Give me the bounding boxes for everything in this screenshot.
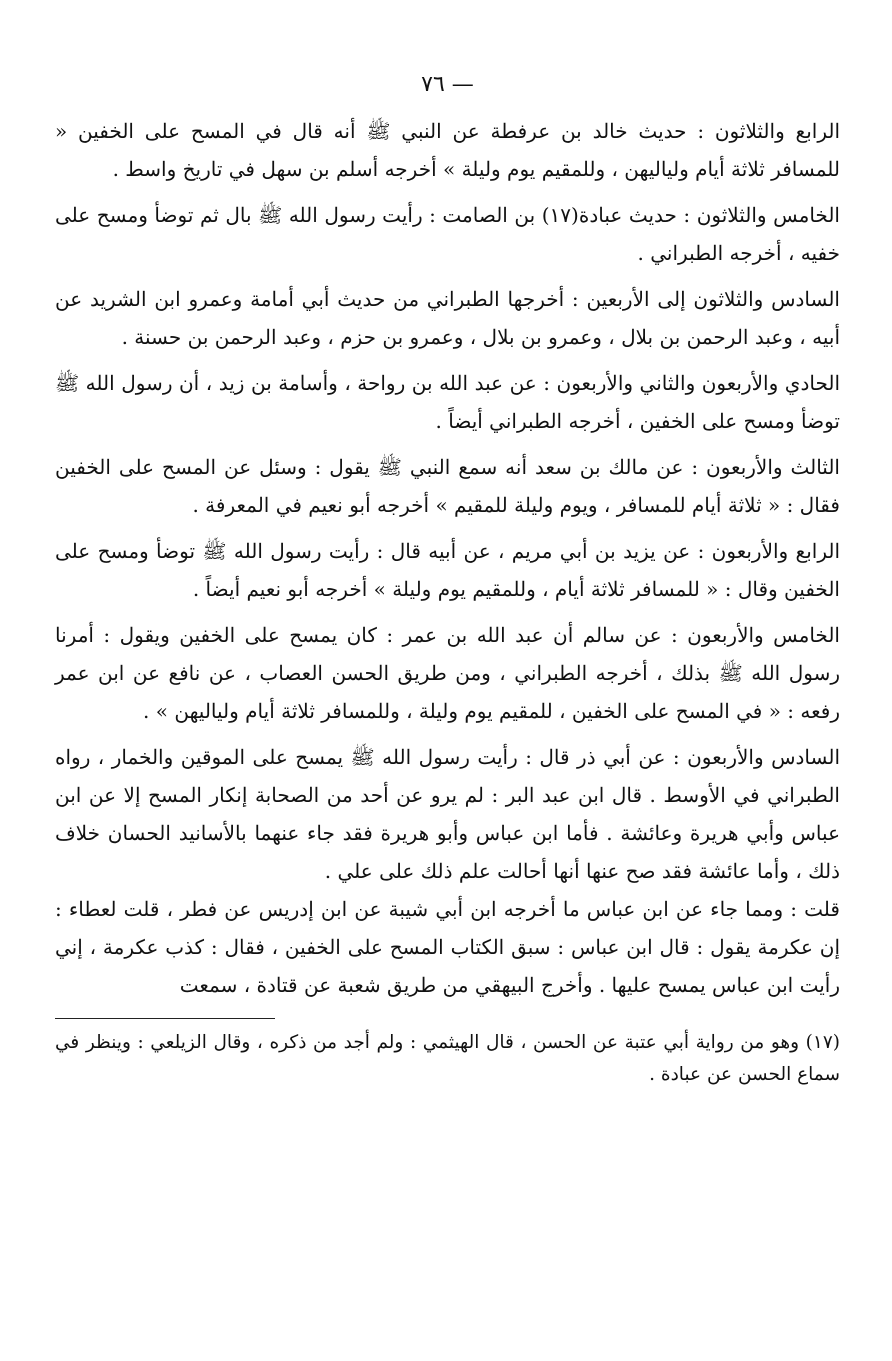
paragraph-46: السادس والأربعون : عن أبي ذر قال : رأيت رسول الله ﷺ يمسح على الموقين والخمار ، رواه الطبراني في الأوسط . قال ابن عبد البر : لم يرو عن أحد من الصحابة إنكار المسح إلا عن ابن عباس وأبي هريرة وعائشة . فأما ابن عباس وأبو هريرة فقد جاء عنهما بالأسانيد الحسان خلاف ذلك ، وأما عائشة فقد صح عنها أنها أحالت علم ذلك على علي . <box>55 745 840 883</box>
paragraph-44: الرابع والأربعون : عن يزيد بن أبي مريم ، عن أبيه قال : رأيت رسول الله ﷺ توضأ ومسح على الخفين وقال : « للمسافر ثلاثة أيام ، وللمقيم يوم وليلة » أخرجه أبو نعيم أيضاً . <box>55 539 840 601</box>
paragraph-comment: قلت : ومما جاء عن ابن عباس ما أخرجه ابن أبي شيبة عن ابن إدريس عن فطر ، قلت لعطاء : إن عكرمة يقول : قال ابن عباس : سبق الكتاب المسح على الخفين ، فقال : كذب عكرمة ، إني رأيت ابن عباس يمسح عليها . وأخرج البيهقي من طريق شعبة عن قتادة ، سمعت <box>55 897 840 997</box>
paragraph-45: الخامس والأربعون : عن سالم أن عبد الله بن عمر : كان يمسح على الخفين ويقول : أمرنا رسول الله ﷺ بذلك ، أخرجه الطبراني ، ومن طريق الحسن العصاب ، عن نافع عن ابن عمر رفعه : « في المسح على الخفين ، للمقيم يوم وليلة ، وللمسافر ثلاثة أيام ولياليهن » . <box>55 623 840 723</box>
paragraph-34: الرابع والثلاثون : حديث خالد بن عرفطة عن النبي ﷺ أنه قال في المسح على الخفين « للمسافر ثلاثة أيام ولياليهن ، وللمقيم يوم وليلة » أخرجه أسلم بن سهل في تاريخ واسط . <box>55 119 840 181</box>
paragraph-35: الخامس والثلاثون : حديث عبادة(١٧) بن الصامت : رأيت رسول الله ﷺ بال ثم توضأ ومسح على خفيه ، أخرجه الطبراني . <box>55 203 840 265</box>
paragraph-36-40: السادس والثلاثون إلى الأربعين : أخرجها الطبراني من حديث أبي أمامة وعمرو ابن الشريد عن أبيه ، وعبد الرحمن بن بلال ، وعمرو بن بلال ، وعمرو بن حزم ، وعبد الرحمن بن حسنة . <box>55 287 840 349</box>
footnote-divider <box>55 1018 275 1019</box>
paragraph-43: الثالث والأربعون : عن مالك بن سعد أنه سمع النبي ﷺ يقول : وسئل عن المسح على الخفين فقال : « ثلاثة أيام للمسافر ، ويوم وليلة للمقيم » أخرجه أبو نعيم في المعرفة . <box>55 455 840 517</box>
paragraph-41-42: الحادي والأربعون والثاني والأربعون : عن عبد الله بن رواحة ، وأسامة بن زيد ، أن رسول الله ﷺ توضأ ومسح على الخفين ، أخرجه الطبراني أيضاً . <box>55 371 840 433</box>
footnote-17: (١٧) وهو من رواية أبي عتبة عن الحسن ، قال الهيثمي : ولم أجد من ذكره ، وقال الزيلعي : وينظر في سماع الحسن عن عبادة . <box>55 1032 840 1085</box>
document-page <box>55 70 840 1310</box>
page-number: — ٧٦ <box>421 72 474 97</box>
